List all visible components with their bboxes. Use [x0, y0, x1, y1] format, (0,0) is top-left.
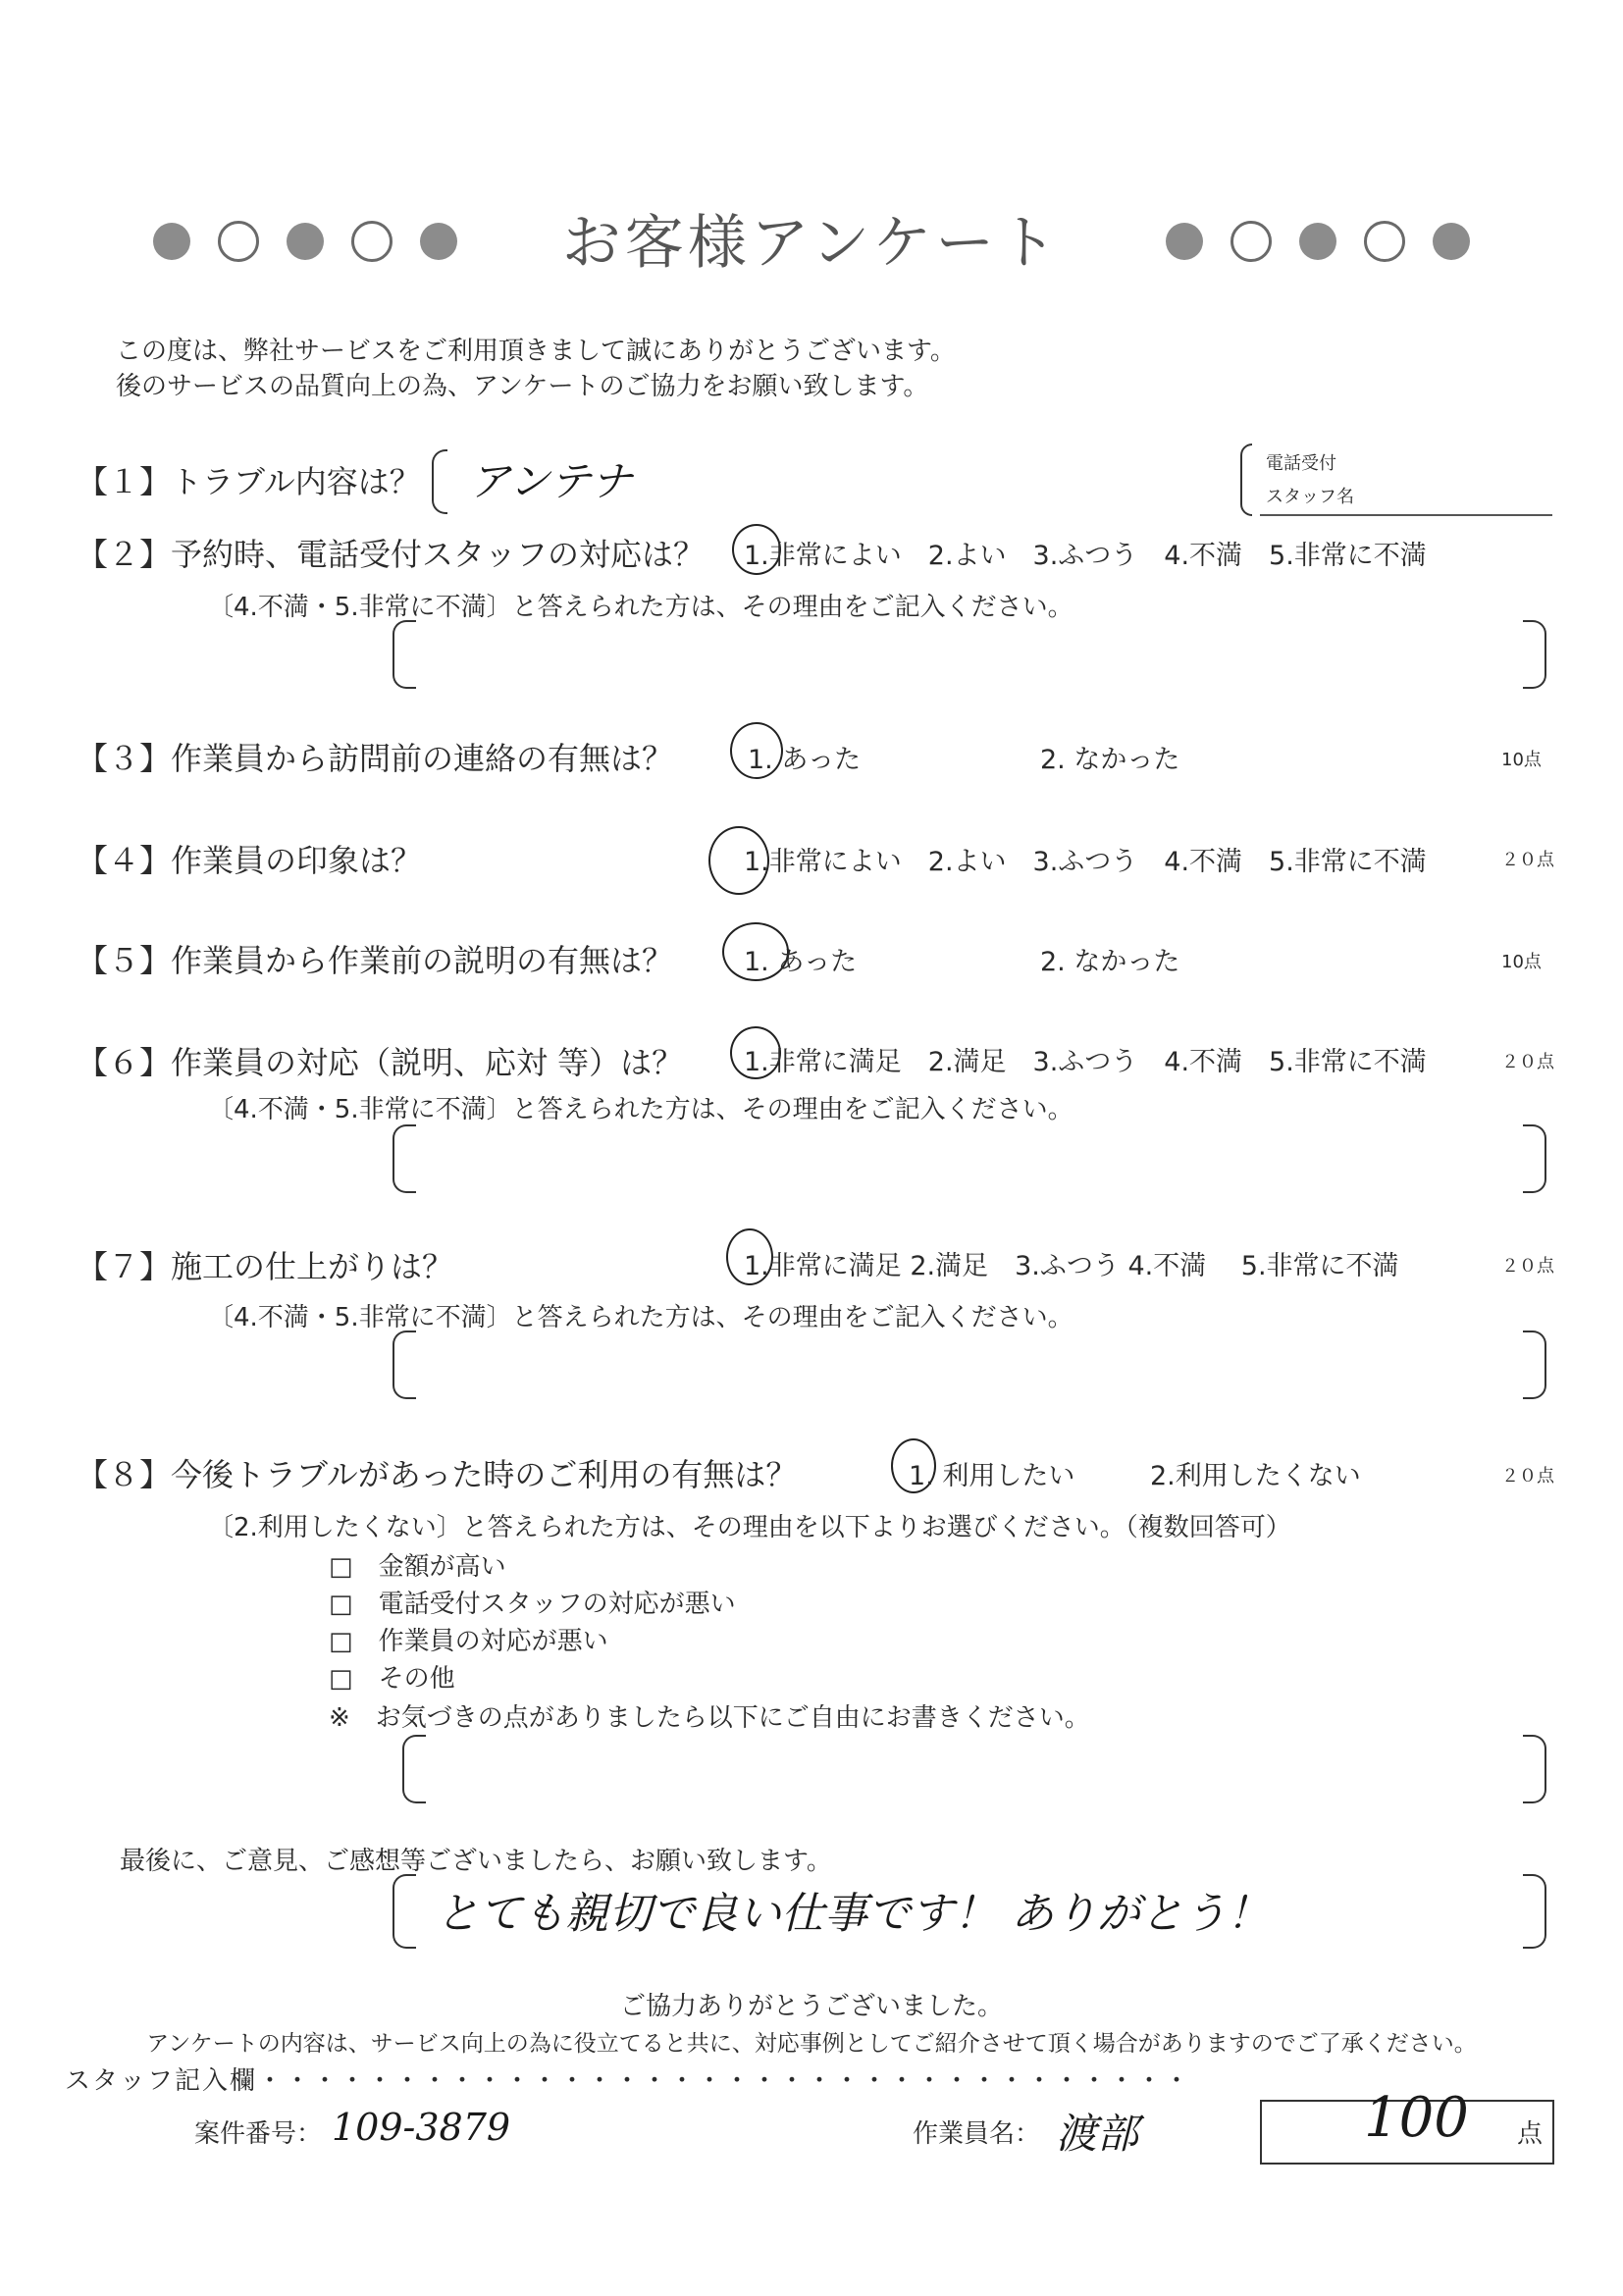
q7-note: 〔4.不満・5.非常に不満〕と答えられた方は、その理由をご記入ください。	[208, 1303, 1073, 1332]
worker-name-label: 作業員名：	[913, 2119, 1041, 2149]
q3-points: 10点	[1501, 750, 1542, 770]
q4-points: ２０点	[1501, 850, 1554, 870]
survey-title-row	[0, 196, 1623, 281]
thanks-message: ご協力ありがとうございました。	[619, 1992, 1003, 2021]
q7-bracket-left	[393, 1331, 416, 1399]
q6-label: 【６】作業員の対応（説明、応対 等）は？	[77, 1044, 684, 1081]
q6-bracket-left	[393, 1124, 416, 1193]
q8-option-1[interactable]: 1. 利用したい	[909, 1461, 1075, 1491]
q6-note: 〔4.不満・5.非常に不満〕と答えられた方は、その理由をご記入ください。	[208, 1095, 1073, 1124]
q1-label: 【１】トラブル内容は？	[77, 463, 421, 500]
q8-reason-price[interactable]: □ 金額が高い	[329, 1552, 506, 1582]
left-dot-decoration	[139, 204, 471, 273]
q4-label: 【４】作業員の印象は？	[77, 842, 423, 879]
right-dot-decoration	[1152, 204, 1484, 273]
q8-option-2[interactable]: 2.利用したくない	[1150, 1461, 1361, 1491]
case-number-value[interactable]: 109-3879	[332, 2106, 511, 2149]
q5-option-1[interactable]: 1. あった	[744, 947, 858, 977]
q7-points: ２０点	[1501, 1256, 1554, 1277]
q8-label: 【８】今後トラブルがあった時のご利用の有無は？	[77, 1456, 798, 1493]
page-title: お客様アンケート	[561, 209, 1062, 278]
q5-label: 【５】作業員から作業前の説明の有無は？	[77, 942, 674, 979]
q2-options[interactable]: 1.非常によい 2.よい 3.ふつう 4.不満 5.非常に不満	[744, 541, 1427, 571]
q8-bracket-right	[1523, 1735, 1546, 1803]
q8-bracket-left	[402, 1735, 426, 1803]
case-number-label: 案件番号：	[194, 2119, 323, 2149]
reception-bracket	[1240, 444, 1252, 516]
q8-reason-worker[interactable]: □ 作業員の対応が悪い	[329, 1627, 608, 1656]
q8-points: ２０点	[1501, 1466, 1554, 1487]
q8-reason-other[interactable]: □ その他	[329, 1664, 455, 1694]
final-bracket-right	[1523, 1874, 1546, 1949]
q8-note: 〔2.利用したくない〕と答えられた方は、その理由を以下よりお選びください。（複数回答可）	[208, 1513, 1291, 1542]
q1-bracket	[432, 449, 447, 514]
q6-bracket-right	[1523, 1124, 1546, 1193]
final-prompt: 最後に、ご意見、ご感想等ございましたら、お願い致します。	[120, 1847, 832, 1876]
reception-label-2: スタッフ名	[1266, 487, 1354, 507]
staff-section-label: スタッフ記入欄・・・・・・・・・・・・・・・・・・・・・・・・・・・・・・・・・・	[65, 2066, 1192, 2096]
q5-option-2[interactable]: 2. なかった	[1040, 947, 1180, 977]
q1-answer[interactable]: アンテナ	[469, 457, 633, 505]
intro-line-2: 後のサービスの品質向上の為、アンケートのご協力をお願い致します。	[116, 372, 929, 401]
score-unit: 点	[1517, 2119, 1544, 2149]
q2-bracket-right	[1523, 620, 1546, 689]
q8-free-comment-note: ※ お気づきの点がありましたら以下にご自由にお書きください。	[329, 1703, 1090, 1733]
q3-option-1[interactable]: 1. あった	[748, 745, 862, 775]
q2-label: 【２】予約時、電話受付スタッフの対応は？	[77, 536, 706, 573]
q3-label: 【３】作業員から訪問前の連絡の有無は？	[77, 740, 674, 777]
q6-points: ２０点	[1501, 1052, 1554, 1072]
q4-options[interactable]: 1.非常によい 2.よい 3.ふつう 4.不満 5.非常に不満	[744, 847, 1427, 877]
q2-note: 〔4.不満・5.非常に不満〕と答えられた方は、その理由をご記入ください。	[208, 593, 1073, 622]
q7-bracket-right	[1523, 1331, 1546, 1399]
q2-bracket-left	[393, 620, 416, 689]
intro-line-1: この度は、弊社サービスをご利用頂きまして誠にありがとうございます。	[116, 337, 956, 366]
final-bracket-left	[393, 1874, 416, 1949]
q3-option-2[interactable]: 2. なかった	[1040, 745, 1180, 775]
score-value[interactable]: 100	[1364, 2086, 1469, 2150]
q5-points: 10点	[1501, 952, 1542, 972]
q7-label: 【７】施工の仕上がりは？	[77, 1248, 454, 1285]
q7-options[interactable]: 1.非常に満足 2.満足 3.ふつう 4.不満 5.非常に不満	[744, 1251, 1399, 1281]
disclaimer: アンケートの内容は、サービス向上の為に役立てると共に、対応事例としてご紹介させて頂く場合がありますのでご了承ください。	[146, 2031, 1477, 2057]
worker-name-value[interactable]: 渡部	[1056, 2110, 1139, 2158]
q8-reason-reception[interactable]: □ 電話受付スタッフの対応が悪い	[329, 1590, 736, 1619]
final-answer[interactable]: とても親切で良い仕事です！ ありがとう！	[436, 1889, 1270, 1939]
reception-label-1: 電話受付	[1266, 453, 1336, 474]
q6-options[interactable]: 1.非常に満足 2.満足 3.ふつう 4.不満 5.非常に不満	[744, 1047, 1427, 1077]
reception-underline	[1260, 514, 1552, 516]
